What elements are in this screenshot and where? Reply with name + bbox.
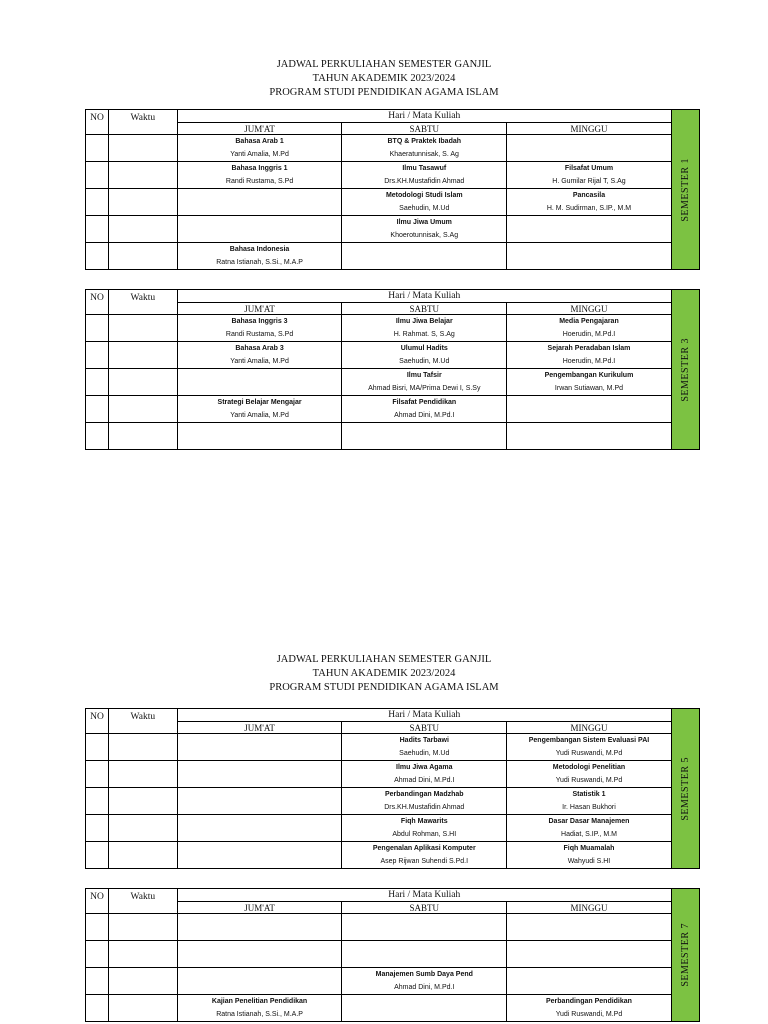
lecturer-name: Hoerudin, M.Pd.I [562,358,616,365]
course-name: Bahasa Inggris 1 [231,165,288,172]
no-cell [86,369,109,396]
lecturer-name [178,382,342,395]
header-hari-mata-kuliah: Hari / Mata Kuliah [177,290,671,303]
table-row [86,369,700,396]
no-cell [86,189,109,216]
lecturer-name: Yudi Ruswandi, M.Pd [555,750,623,757]
course-name [507,243,671,256]
minggu-course-cell [507,815,672,842]
lecturer-name: Irwan Sutiawan, M.Pd [554,385,624,392]
course-name: Manajemen Sumb Daya Pend [375,971,473,978]
sabtu-course-cell [342,243,507,270]
lecturer-name: Randi Rustama, S.Pd [225,331,294,338]
header-title: JADWAL PERKULIAHAN SEMESTER GANJIL [276,59,492,70]
waktu-cell [108,788,177,815]
jumat-course-cell [177,135,342,162]
course-name [507,423,671,436]
header-program: PROGRAM STUDI PENDIDIKAN AGAMA ISLAM [269,87,499,98]
table-row [86,342,700,369]
waktu-cell [108,842,177,869]
page-header-2 [0,653,768,695]
no-cell [86,162,109,189]
minggu-course-cell [507,243,672,270]
table-row [86,189,700,216]
table-row [86,761,700,788]
no-cell [86,941,109,968]
sabtu-course-cell [342,761,507,788]
lecturer-name [507,148,671,161]
waktu-cell [108,761,177,788]
course-name: Ilmu Jiwa Umum [396,219,452,226]
no-cell [86,216,109,243]
lecturer-name: Ir. Hasan Bukhori [562,804,616,811]
header-academic-year: TAHUN AKADEMIK 2023/2024 [312,668,456,679]
lecturer-name: Ahmad Dini, M.Pd.I [394,412,455,419]
lecturer-name: Hadiat, S.IP., M.M [561,831,617,838]
course-name [507,135,671,148]
jumat-course-cell [177,162,342,189]
course-name: Bahasa Arab 1 [235,138,284,145]
course-name [178,968,342,981]
no-cell [86,761,109,788]
header-hari-mata-kuliah: Hari / Mata Kuliah [177,889,671,902]
waktu-cell [108,342,177,369]
course-name [178,734,342,747]
minggu-course-cell [507,968,672,995]
minggu-course-cell [507,396,672,423]
lecturer-name [178,954,342,967]
jumat-course-cell [177,842,342,869]
lecturer-name: Drs.KH.Mustafidin Ahmad [384,178,465,185]
page-header-1 [0,58,768,100]
lecturer-name: Saehudin, M.Ud [399,205,450,212]
lecturer-name [342,954,506,967]
waktu-cell [108,216,177,243]
lecturer-name: Khoerotunnisak, S.Ag [390,232,459,239]
waktu-cell [108,162,177,189]
table-row [86,788,700,815]
header-waktu: Waktu [108,290,177,315]
sabtu-course-cell [342,995,507,1022]
minggu-course-cell [507,788,672,815]
no-cell [86,815,109,842]
waktu-cell [108,315,177,342]
header-jumat: JUM'AT [177,722,342,734]
lecturer-name [178,855,342,868]
course-name: Filsafat Umum [564,165,614,172]
jumat-course-cell [177,815,342,842]
jumat-course-cell [177,216,342,243]
lecturer-name: Saehudin, M.Ud [399,750,450,757]
minggu-course-cell [507,162,672,189]
no-cell [86,995,109,1022]
lecturer-name: H. M. Sudirman, S.IP., M.M [546,205,632,212]
lecturer-name: Ahmad Dini, M.Pd.I [394,777,455,784]
course-name: Pengenalan Aplikasi Komputer [372,845,476,852]
sabtu-course-cell [342,369,507,396]
header-minggu: MINGGU [507,902,672,914]
table-row [86,243,700,270]
header-jumat: JUM'AT [177,902,342,914]
lecturer-name: Drs.KH.Mustafidin Ahmad [384,804,465,811]
lecturer-name: H. Rahmat. S, S.Ag [393,331,455,338]
course-name: Sejarah Peradaban Islam [547,345,631,352]
course-name [507,941,671,954]
lecturer-name [178,202,342,215]
lecturer-name [507,927,671,940]
header-academic-year: TAHUN AKADEMIK 2023/2024 [312,73,456,84]
course-name: Kajian Penelitian Pendidikan [211,998,308,1005]
header-program: PROGRAM STUDI PENDIDIKAN AGAMA ISLAM [269,682,499,693]
course-name: Statistik 1 [572,791,606,798]
header-no: NO [86,290,109,315]
sabtu-course-cell [342,135,507,162]
lecturer-name [342,927,506,940]
course-name [507,914,671,927]
jumat-course-cell [177,243,342,270]
jumat-course-cell [177,734,342,761]
no-cell [86,842,109,869]
no-cell [86,396,109,423]
minggu-course-cell [507,423,672,450]
sabtu-course-cell [342,342,507,369]
course-name [342,995,506,1008]
waktu-cell [108,189,177,216]
semester-label-cell [671,709,699,869]
lecturer-name: Ahmad Bisri, MA/Prima Dewi I, S.Sy [368,385,481,392]
course-name: Ilmu Jiwa Agama [396,764,453,771]
sabtu-course-cell [342,734,507,761]
header-minggu: MINGGU [507,123,672,135]
header-minggu: MINGGU [507,722,672,734]
course-name [342,423,506,436]
table-row [86,423,700,450]
jumat-course-cell [177,761,342,788]
course-name: Media Pengajaran [559,318,619,325]
lecturer-name: Wahyudi S.HI [567,858,611,865]
lecturer-name: Khaeratunnisak, S. Ag [389,151,459,158]
jumat-course-cell [177,342,342,369]
waktu-cell [108,968,177,995]
jumat-course-cell [177,941,342,968]
schedule-table-semester-5 [85,708,700,869]
header-no: NO [86,889,109,914]
no-cell [86,135,109,162]
waktu-cell [108,734,177,761]
no-cell [86,914,109,941]
header-waktu: Waktu [108,709,177,734]
lecturer-name [342,256,506,269]
minggu-course-cell [507,369,672,396]
semester-label: SEMESTER 1 [679,157,691,222]
table-row [86,995,700,1022]
header-sabtu: SABTU [342,303,507,315]
course-name: Bahasa Inggris 3 [231,318,288,325]
sabtu-course-cell [342,968,507,995]
table-row [86,135,700,162]
sabtu-course-cell [342,842,507,869]
jumat-course-cell [177,968,342,995]
lecturer-name: Yudi Ruswandi, M.Pd [555,1011,623,1018]
lecturer-name [178,747,342,760]
table-row [86,842,700,869]
course-name: Metodologi Penelitian [552,764,626,771]
course-name: Pengembangan Sistem Evaluasi PAI [528,737,650,744]
course-name: Hadits Tarbawi [399,737,449,744]
jumat-course-cell [177,396,342,423]
course-name: Ilmu Tasawuf [402,165,447,172]
course-name: Filsafat Pendidikan [392,399,457,406]
no-cell [86,342,109,369]
jumat-course-cell [177,369,342,396]
sabtu-course-cell [342,189,507,216]
header-waktu: Waktu [108,110,177,135]
minggu-course-cell [507,914,672,941]
course-name: Strategi Belajar Mengajar [217,399,302,406]
course-name: Dasar Dasar Manajemen [548,818,630,825]
lecturer-name: Ratna Istianah, S.Si., M.A.P [216,259,303,266]
lecturer-name: Ahmad Dini, M.Pd.I [394,984,455,991]
lecturer-name: Yudi Ruswandi, M.Pd [555,777,623,784]
minggu-course-cell [507,216,672,243]
waktu-cell [108,941,177,968]
jumat-course-cell [177,423,342,450]
course-name [178,842,342,855]
no-cell [86,788,109,815]
sabtu-course-cell [342,315,507,342]
waktu-cell [108,423,177,450]
no-cell [86,243,109,270]
lecturer-name [342,436,506,449]
lecturer-name [507,409,671,422]
minggu-course-cell [507,315,672,342]
lecturer-name [178,981,342,994]
course-name [178,761,342,774]
waktu-cell [108,914,177,941]
minggu-course-cell [507,135,672,162]
no-cell [86,423,109,450]
course-name [178,815,342,828]
table-row [86,162,700,189]
sabtu-course-cell [342,788,507,815]
schedule-table-semester-1 [85,109,700,270]
course-name [178,941,342,954]
header-sabtu: SABTU [342,722,507,734]
course-name: Bahasa Indonesia [229,246,290,253]
lecturer-name [507,981,671,994]
schedule-table-semester-3 [85,289,700,450]
waktu-cell [108,369,177,396]
lecturer-name: H. Gumilar Rijal T, S.Ag [552,178,626,185]
course-name: Perbandingan Pendidikan [545,998,632,1005]
sabtu-course-cell [342,941,507,968]
waktu-cell [108,135,177,162]
sabtu-course-cell [342,396,507,423]
no-cell [86,315,109,342]
sabtu-course-cell [342,914,507,941]
course-name: Pancasila [572,192,606,199]
minggu-course-cell [507,189,672,216]
sabtu-course-cell [342,162,507,189]
minggu-course-cell [507,995,672,1022]
lecturer-name: Yanti Amalia, M.Pd [230,412,289,419]
jumat-course-cell [177,788,342,815]
lecturer-name: Yanti Amalia, M.Pd [230,151,289,158]
table-row [86,815,700,842]
course-name [342,243,506,256]
minggu-course-cell [507,734,672,761]
header-hari-mata-kuliah: Hari / Mata Kuliah [177,110,671,123]
waktu-cell [108,243,177,270]
header-hari-mata-kuliah: Hari / Mata Kuliah [177,709,671,722]
minggu-course-cell [507,842,672,869]
lecturer-name: Ratna Istianah, S.Si., M.A.P [216,1011,303,1018]
table-row [86,914,700,941]
no-cell [86,968,109,995]
semester-label: SEMESTER 5 [679,756,691,821]
lecturer-name: Yanti Amalia, M.Pd [230,358,289,365]
course-name: Bahasa Arab 3 [235,345,284,352]
header-title: JADWAL PERKULIAHAN SEMESTER GANJIL [276,654,492,665]
sabtu-course-cell [342,216,507,243]
waktu-cell [108,396,177,423]
no-cell [86,734,109,761]
course-name: Ilmu Jiwa Belajar [395,318,453,325]
course-name: Fiqh Muamalah [563,845,615,852]
jumat-course-cell [177,189,342,216]
header-jumat: JUM'AT [177,123,342,135]
lecturer-name [178,436,342,449]
course-name [178,216,342,229]
table-row [86,216,700,243]
table-row [86,396,700,423]
course-name: Pengembangan Kurikulum [544,372,634,379]
course-name [342,941,506,954]
course-name [178,189,342,202]
waktu-cell [108,815,177,842]
course-name [178,369,342,382]
lecturer-name [178,229,342,242]
course-name: BTQ & Praktek Ibadah [387,138,462,145]
course-name: Ulumul Hadits [400,345,448,352]
jumat-course-cell [177,315,342,342]
lecturer-name [178,828,342,841]
schedule-table-semester-7 [85,888,700,1022]
table-row [86,315,700,342]
lecturer-name: Randi Rustama, S.Pd [225,178,294,185]
lecturer-name: Saehudin, M.Ud [399,358,450,365]
lecturer-name: Hoerudin, M.Pd.I [562,331,616,338]
lecturer-name [178,801,342,814]
minggu-course-cell [507,342,672,369]
lecturer-name [342,1008,506,1021]
lecturer-name [178,774,342,787]
header-no: NO [86,709,109,734]
minggu-course-cell [507,761,672,788]
header-waktu: Waktu [108,889,177,914]
course-name [507,968,671,981]
course-name [178,914,342,927]
lecturer-name [507,954,671,967]
minggu-course-cell [507,941,672,968]
lecturer-name: Asep Rijwan Suhendi S.Pd.I [380,858,469,865]
header-jumat: JUM'AT [177,303,342,315]
table-row [86,941,700,968]
course-name [178,788,342,801]
header-no: NO [86,110,109,135]
course-name [507,216,671,229]
course-name: Fiqh Mawarits [400,818,448,825]
lecturer-name [507,229,671,242]
table-row [86,734,700,761]
table-row [86,968,700,995]
sabtu-course-cell [342,815,507,842]
semester-label-cell [671,290,699,450]
header-minggu: MINGGU [507,303,672,315]
lecturer-name [507,436,671,449]
sabtu-course-cell [342,423,507,450]
course-name [342,914,506,927]
course-name [178,423,342,436]
course-name: Perbandingan Madzhab [384,791,464,798]
semester-label: SEMESTER 3 [679,337,691,402]
course-name: Metodologi Studi Islam [385,192,463,199]
lecturer-name [178,927,342,940]
header-sabtu: SABTU [342,902,507,914]
jumat-course-cell [177,995,342,1022]
semester-label-cell [671,110,699,270]
semester-label-cell [671,889,699,1022]
waktu-cell [108,995,177,1022]
course-name [507,396,671,409]
jumat-course-cell [177,914,342,941]
semester-label: SEMESTER 7 [679,923,691,987]
lecturer-name: Abdul Rohman, S.HI [392,831,457,838]
lecturer-name [507,256,671,269]
course-name: Ilmu Tafsir [406,372,442,379]
header-sabtu: SABTU [342,123,507,135]
